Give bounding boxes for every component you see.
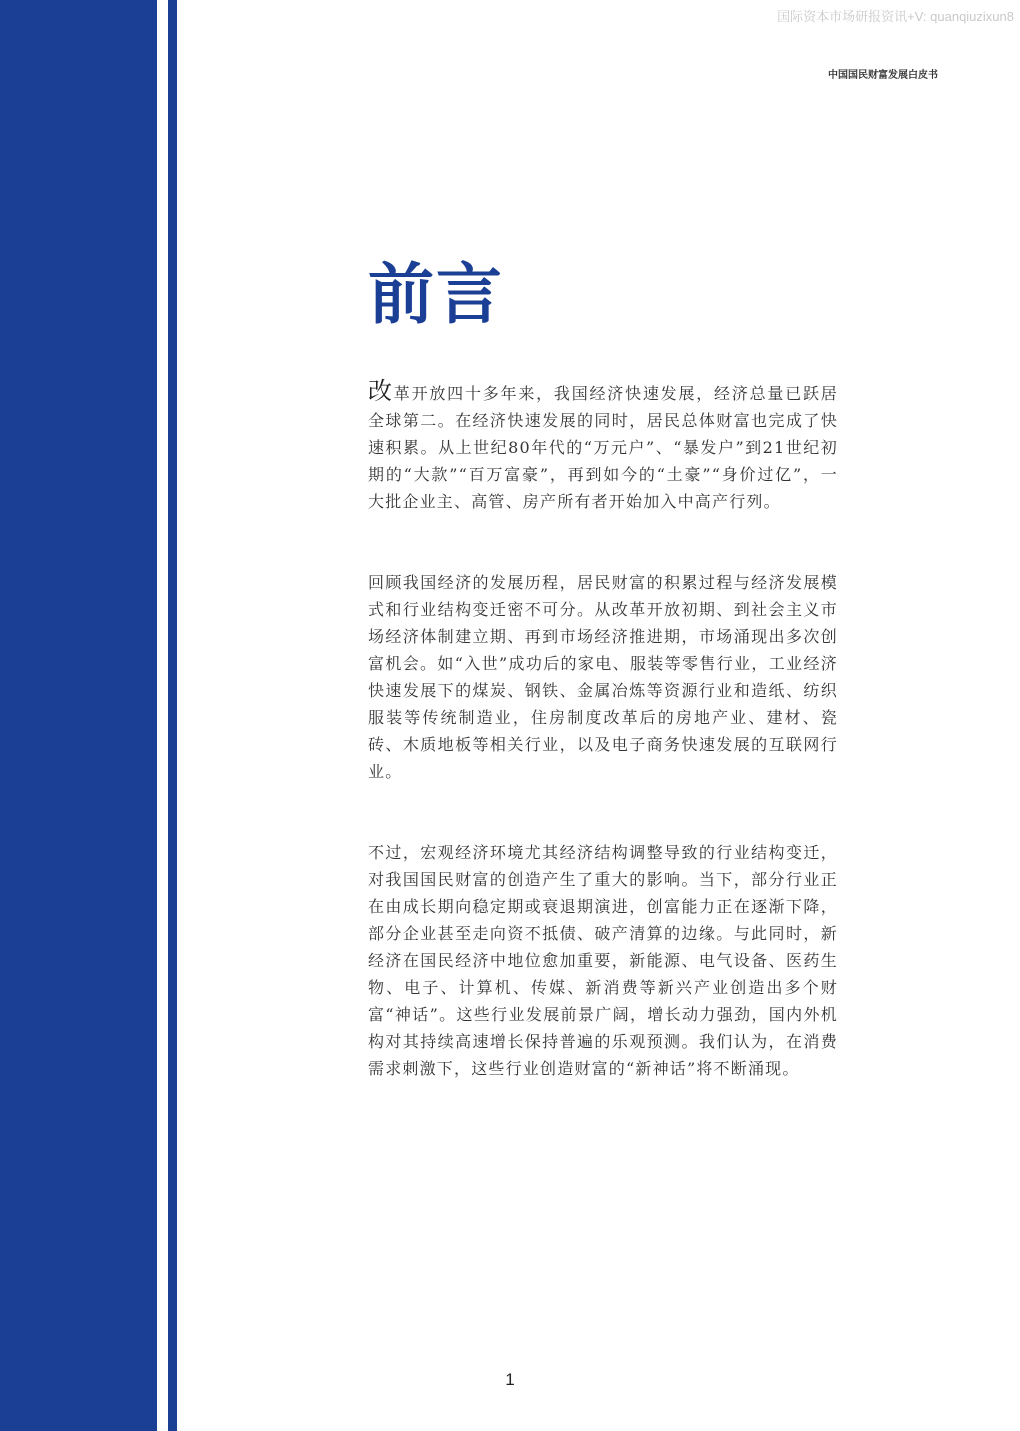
paragraph-2: 回顾我国经济的发展历程，居民财富的积累过程与经济发展模式和行业结构变迁密不可分。从改革开放初期、到社会主义市场经济体制建立期、再到市场经济推进期，市场涌现出多次创富机会。如“入世”成功后的家电、服装等零售行业，工业经济快速发展下的煤炭、钢铁、金属冶炼等资源行业和造纸、纺织服装等传统制造业，住房制度改革后的房地产业、建材、瓷砖、木质地板等相关行业，以及电子商务快速发展的互联网行业。 — [368, 573, 838, 781]
paragraph-3: 不过，宏观经济环境尤其经济结构调整导致的行业结构变迁，对我国国民财富的创造产生了重大的影响。当下，部分行业正在由成长期向稳定期或衰退期演进，创富能力正在逐渐下降，部分企业甚至走向资不抵债、破产清算的边缘。与此同时，新经济在国民经济中地位愈加重要，新能源、电气设备、医药生物、电子、计算机、传媒、新消费等新兴产业创造出多个财富“神话”。这些行业发展前景广阔，增长动力强劲，国内外机构对其持续高速增长保持普遍的乐观预测。我们认为，在消费需求刺激下，这些行业创造财富的“新神话”将不断涌现。 — [368, 843, 838, 1078]
paragraph-1-text: 革开放四十多年来，我国经济快速发展，经济总量已跃居全球第二。在经济快速发展的同时，居民总体财富也完成了快速积累。从上世纪80年代的“万元户”、“暴发户”到21世纪初期的“大款”“百万富豪”，再到如今的“土豪”“身价过亿”，一大批企业主、高管、房产所有者开始加入中高产行列。 — [368, 384, 838, 511]
watermark: 国际资本市场研报资讯+V: quanqiuzixun8 — [777, 9, 1014, 24]
left-thin-stripe — [168, 0, 177, 1431]
body-text — [368, 377, 838, 1136]
document-header-title: 中国国民财富发展白皮书 — [828, 70, 938, 81]
page-number: 1 — [505, 1370, 515, 1389]
paragraph-1 — [368, 377, 838, 515]
page-title: 前言 — [368, 256, 504, 333]
left-blue-band — [0, 0, 157, 1431]
drop-cap: 改 — [368, 377, 394, 405]
